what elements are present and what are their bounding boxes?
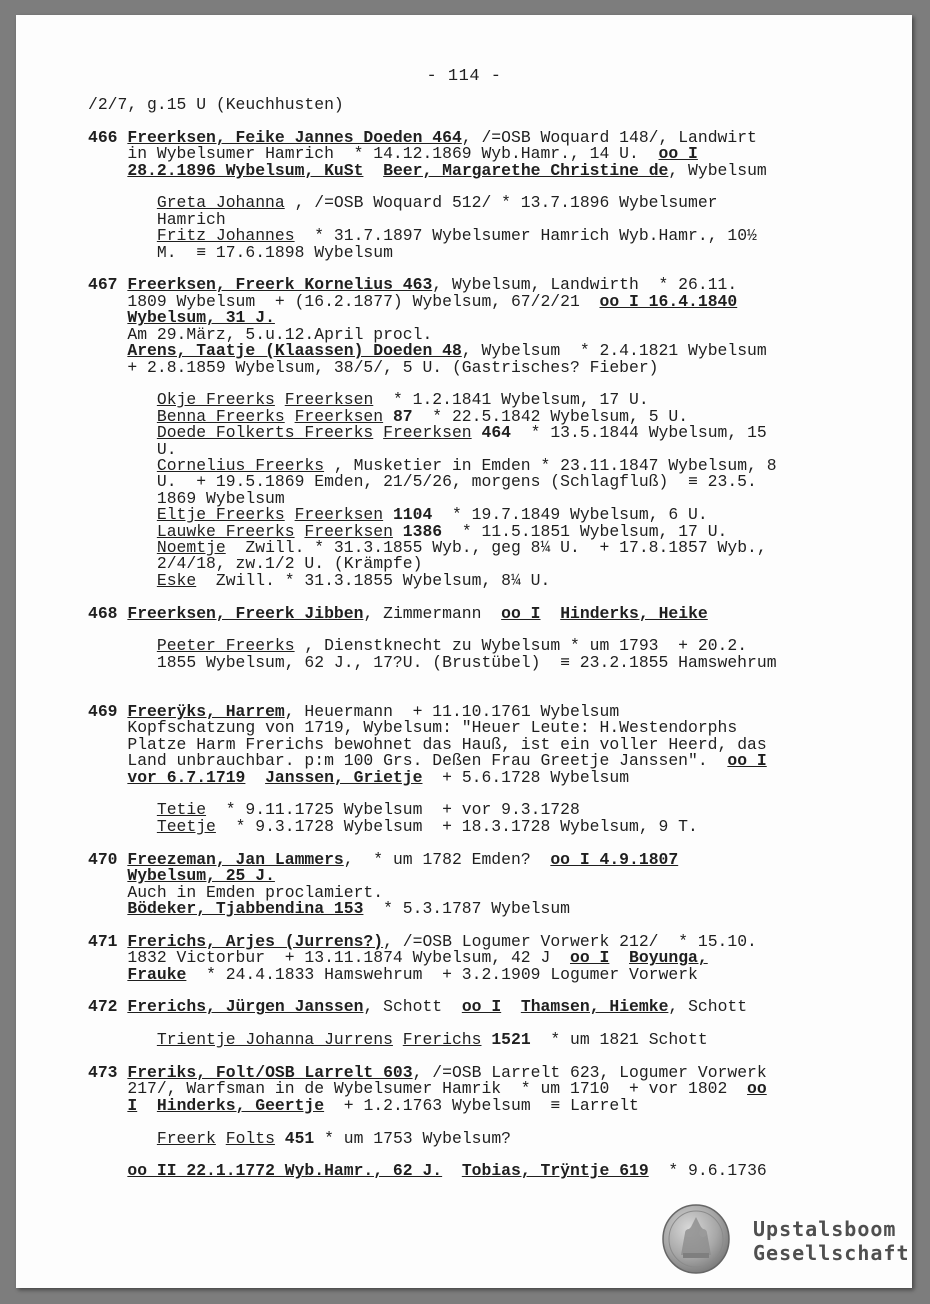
spouse-name: Hinderks, Heike: [560, 603, 708, 623]
child-name: Lauwke Freerks: [156, 521, 295, 541]
marriage-mark: I: [127, 1095, 138, 1115]
person-name: Freerksen, Freerk Kornelius 463: [127, 275, 433, 295]
marriage-mark: oo: [747, 1079, 767, 1099]
person-name: Freerksen, Freerk Jibben: [127, 603, 364, 623]
marriage-info: Wybelsum, 25 J.: [127, 866, 275, 886]
marriage-mark: oo I: [569, 948, 610, 968]
child-name: Doede Folkerts Freerks: [156, 423, 374, 443]
marriage-info: oo II 22.1.1772 Wyb.Hamr., 62 J.: [127, 1161, 443, 1181]
child-name: Peeter Freerks: [156, 636, 295, 656]
person-name: Freriks, Folt/OSB Larrelt 603: [127, 1062, 413, 1082]
entry-number: 468: [88, 603, 118, 623]
society-logo-text: [753, 1217, 910, 1265]
spouse-name: Frauke: [127, 964, 187, 984]
register-text: /2/7, g.15 U (Keuchhusten) 466 Freerksen, Feike Jannes Doeden 464, /=OSB Woquard 148/, Landwirt in Wybelsumer Hamrich * 14.12.1869 Wyb.Hamr., 14 U. oo I 28.2.1896 Wybelsum, KuSt Beer, Margarethe Christine de, Wybelsum Greta Johanna , /=OSB Woquard 512/ * 13.7.1896 Wybelsumer Hamrich Fritz Johannes * 31.7.1897 Wybelsumer Hamrich Wyb.Hamr., 10½ M. ≡ 17.6.1898 Wybelsum 467 Freerksen, Freerk Kornelius 463, Wybelsum, Landwirth * 26.11. 1809 Wybelsum + (16.2.1877) Wybelsum, 67/2/21 oo I 16.4.1840 Wybelsum, 31 J. Am 29.März, 5.u.12.April procl. Arens, Taatje (Klaassen) Doeden 48, Wybelsum * 2.4.1821 Wybelsum + 2.8.1859 Wybelsum, 38/5/, 5 U. (Gastrisches? Fieber) Okje Freerks Freerksen * 1.2.1841 Wybelsum, 17 U. Benna Freerks Freerksen 87 * 22.5.1842 Wybelsum, 5 U. Doede Folkerts Freerks Freerksen 464 * 13.5.1844 Wybelsum, 15 U. Cornelius Freerks , Musketier in Emden * 23.11.1847 Wybelsum, 8 U. + 19.5.1869 Emden, 21/5/26, morgens (Schlagfluß) ≡ 23.5. 1869 Wybelsum Eltje Freerks Freerksen 1104 * 19.7.1849 Wybelsum, 6 U. Lauwke Freerks Freerksen 1386 * 11.5.1851 Wybelsum, 17 U. Noemtje Zwill. * 31.3.1855 Wyb., geg 8¼ U. + 17.8.1857 Wyb., 2/4/18, zw.1/2 U. (Krämpfe) Eske Zwill. * 31.3.1855 Wybelsum, 8¼ U. 468 Freerksen, Freerk Jibben, Zimmermann oo I Hinderks, Heike Peeter Freerks , Dienstknecht zu Wybelsum * um 1793 + 20.2. 1855 Wybelsum, 62 J., 17?U. (Brustübel) ≡ 23.2.1855 Hamswehrum 469 Freerÿks, Harrem, Heuermann + 11.10.1761 Wybelsum Kopfschatzung von 1719, Wybelsum: "Heuer Leute: H.Westendorphs Platze Harm Frerichs bewohnet das Hauß, ist ein voller Heerd, das Land unbrauchbar. p:m 100 Grs. Deßen Frau Greetje Janssen". oo I vor 6.7.1719 Janssen, Grietje + 5.6.1728 Wybelsum Tetie * 9.11.1725 Wybelsum + vor 9.3.1728 Teetje * 9.3.1728 Wybelsum + 18.3.1728 Wybelsum, 9 T. 470 Freezeman, Jan Lammers, * um 1782 Emden? oo I 4.9.1807 Wybelsum, 25 J. Auch in Emden proclamiert. Bödeker, Tjabbendina 153 * 5.3.1787 Wybelsum 471 Frerichs, Arjes (Jurrens?), /=OSB Logumer Vorwerk 212/ * 15.10. 1832 Victorbur + 13.11.1874 Wybelsum, 42 J oo I Boyunga, Frauke * 24.4.1833 Hamswehrum + 3.2.1909 Logumer Vorwerk 472 Frerichs, Jürgen Janssen, Schott oo I Thamsen, Hiemke, Schott Trientje Johanna Jurrens Frerichs 1521 * um 1821 Schott 473 Freriks, Folt/OSB Larrelt 603, /=OSB Larrelt 623, Logumer Vorwerk 217/, Warfsman in de Wybelsumer Hamrik * um 1710 + vor 1802 oo I Hinderks, Geertje + 1.2.1763 Wybelsum ≡ Larrelt Freerk Folts 451 * um 1753 Wybelsum? oo II 22.1.1772 Wyb.Hamr., 62 J. Tobias, Trÿntje 619 * 9.6.1736: [88, 95, 777, 1181]
spouse-name: Tobias, Trÿntje 619: [461, 1161, 649, 1181]
entry-number: 467: [88, 275, 118, 295]
spouse-name: Arens, Taatje (Klaassen) Doeden 48: [127, 341, 462, 361]
society-name-line2: Gesellschaft: [753, 1241, 910, 1265]
child-name: Freerk: [156, 1128, 216, 1148]
person-name: Frerichs, Arjes (Jurrens?): [127, 931, 384, 951]
entry-number: 473: [88, 1062, 118, 1082]
person-name: Frerichs, Jürgen Janssen: [127, 997, 364, 1017]
child-name: Teetje: [156, 816, 216, 836]
spouse-name: Janssen, Grietje: [265, 767, 423, 787]
child-name: Noemtje: [156, 537, 226, 557]
entry-number: 469: [88, 702, 118, 722]
spouse-name: Boyunga,: [629, 948, 708, 968]
intro-text: /2/7, g.15 U (Keuchhusten): [88, 95, 344, 114]
page-number: - 114 -: [426, 67, 502, 86]
child-name: Tetie: [156, 800, 207, 820]
entry-number: 471: [88, 931, 118, 951]
child-name: Greta Johanna: [156, 193, 285, 213]
society-name-line1: Upstalsboom: [753, 1217, 897, 1241]
entry-number: 470: [88, 849, 118, 869]
marriage-info: Wybelsum, 31 J.: [127, 308, 275, 328]
spouse-name: Beer, Margarethe Christine de: [383, 160, 669, 180]
marriage-mark: oo I: [461, 997, 502, 1017]
marriage-info: 28.2.1896 Wybelsum, KuSt: [127, 160, 364, 180]
document-page: [16, 15, 912, 1288]
child-name: Fritz Johannes: [156, 226, 295, 246]
person-name: Freerÿks, Harrem: [127, 702, 285, 722]
entry-number: 466: [88, 127, 118, 147]
child-name: Okje Freerks: [156, 390, 275, 410]
marriage-info: oo I 16.4.1840: [599, 291, 738, 311]
marriage-info: oo I 4.9.1807: [550, 849, 679, 869]
seal-medallion-icon: [661, 1203, 731, 1275]
marriage-mark: oo I: [658, 144, 698, 164]
person-name: Freerksen, Feike Jannes Doeden 464: [127, 127, 462, 147]
child-name: Trientje Johanna Jurrens: [156, 1030, 393, 1050]
child-name: Eltje Freerks: [156, 505, 285, 525]
marriage-mark: oo I: [727, 751, 767, 771]
spouse-name: Hinderks, Geertje: [156, 1095, 325, 1115]
marriage-info: vor 6.7.1719: [127, 767, 246, 787]
spouse-name: Thamsen, Hiemke: [520, 997, 669, 1017]
child-name: Benna Freerks: [156, 406, 285, 426]
child-name: Eske: [156, 570, 197, 590]
spouse-name: Bödeker, Tjabbendina 153: [127, 898, 364, 918]
entry-number: 472: [88, 997, 118, 1017]
child-name: Cornelius Freerks: [156, 455, 325, 475]
person-name: Freezeman, Jan Lammers: [127, 849, 344, 869]
marriage-mark: oo I: [501, 603, 541, 623]
